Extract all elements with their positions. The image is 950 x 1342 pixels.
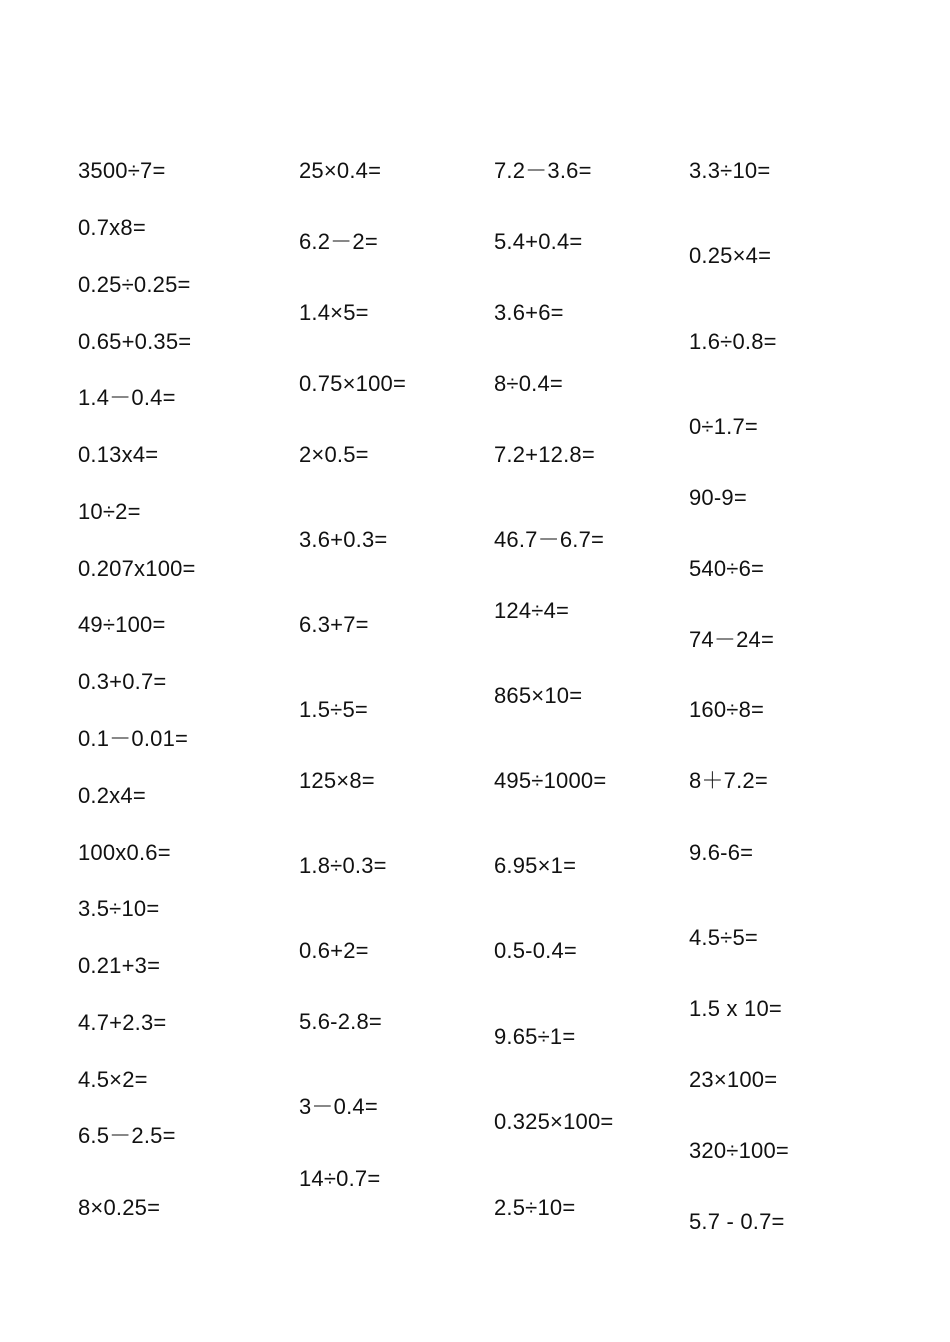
math-problem: 8＋7.2=	[689, 768, 768, 793]
math-problem: 14÷0.7=	[299, 1166, 381, 1191]
math-problem: 0.21+3=	[78, 953, 161, 978]
math-problem: 0.65+0.35=	[78, 329, 192, 354]
math-problem: 320÷100=	[689, 1138, 789, 1163]
math-problem: 3500÷7=	[78, 158, 166, 183]
math-problem: 6.2－2=	[299, 229, 378, 254]
math-problem: 0.13x4=	[78, 442, 159, 467]
math-problem: 1.5 x 10=	[689, 996, 782, 1021]
math-problem: 3.6+0.3=	[299, 527, 388, 552]
math-problem: 0.7x8=	[78, 215, 146, 240]
math-problem: 5.4+0.4=	[494, 229, 583, 254]
math-problem: 4.5÷5=	[689, 925, 758, 950]
math-problem: 4.7+2.3=	[78, 1010, 167, 1035]
math-problem: 0.5-0.4=	[494, 938, 577, 963]
math-problem: 0.1－0.01=	[78, 726, 189, 751]
math-problem: 0÷1.7=	[689, 414, 758, 439]
math-problem: 865×10=	[494, 683, 583, 708]
math-problem: 6.3+7=	[299, 612, 369, 637]
math-problem: 0.6+2=	[299, 938, 369, 963]
math-problem: 5.7 - 0.7=	[689, 1209, 785, 1234]
math-problem: 0.75×100=	[299, 371, 407, 396]
math-problem: 25×0.4=	[299, 158, 382, 183]
math-problem: 100x0.6=	[78, 840, 171, 865]
math-problem: 46.7－6.7=	[494, 527, 605, 552]
math-problem: 3.5÷10=	[78, 896, 160, 921]
math-problem: 0.25×4=	[689, 243, 772, 268]
math-problem: 0.207x100=	[78, 556, 196, 581]
math-problem: 1.6÷0.8=	[689, 329, 777, 354]
math-problem: 1.4－0.4=	[78, 385, 176, 410]
math-problem: 495÷1000=	[494, 768, 607, 793]
math-problem: 540÷6=	[689, 556, 765, 581]
math-problem: 0.2x4=	[78, 783, 146, 808]
math-problem: 9.6-6=	[689, 840, 754, 865]
math-problem: 7.2－3.6=	[494, 158, 592, 183]
math-problem: 8÷0.4=	[494, 371, 563, 396]
math-problem: 49÷100=	[78, 612, 166, 637]
math-problem: 6.5－2.5=	[78, 1123, 176, 1148]
math-problem: 7.2+12.8=	[494, 442, 595, 467]
math-problem: 23×100=	[689, 1067, 778, 1092]
math-problem: 0.3+0.7=	[78, 669, 167, 694]
math-problem: 124÷4=	[494, 598, 570, 623]
math-problem: 2×0.5=	[299, 442, 369, 467]
math-problem: 1.4×5=	[299, 300, 369, 325]
math-problem: 4.5×2=	[78, 1067, 148, 1092]
math-problem: 9.65÷1=	[494, 1024, 576, 1049]
math-problem: 1.8÷0.3=	[299, 853, 387, 878]
math-problem: 125×8=	[299, 768, 375, 793]
math-problem: 3.3÷10=	[689, 158, 771, 183]
math-problem: 0.325×100=	[494, 1109, 614, 1134]
math-problem: 10÷2=	[78, 499, 141, 524]
math-problem: 90-9=	[689, 485, 747, 510]
math-problem: 6.95×1=	[494, 853, 577, 878]
math-problem: 3－0.4=	[299, 1094, 378, 1119]
math-problem: 160÷8=	[689, 697, 765, 722]
math-problem: 74－24=	[689, 627, 774, 652]
math-problem: 1.5÷5=	[299, 697, 368, 722]
math-problem: 2.5÷10=	[494, 1195, 576, 1220]
math-problem: 0.25÷0.25=	[78, 272, 191, 297]
math-problem: 8×0.25=	[78, 1195, 161, 1220]
math-problem: 5.6-2.8=	[299, 1009, 382, 1034]
math-problem: 3.6+6=	[494, 300, 564, 325]
